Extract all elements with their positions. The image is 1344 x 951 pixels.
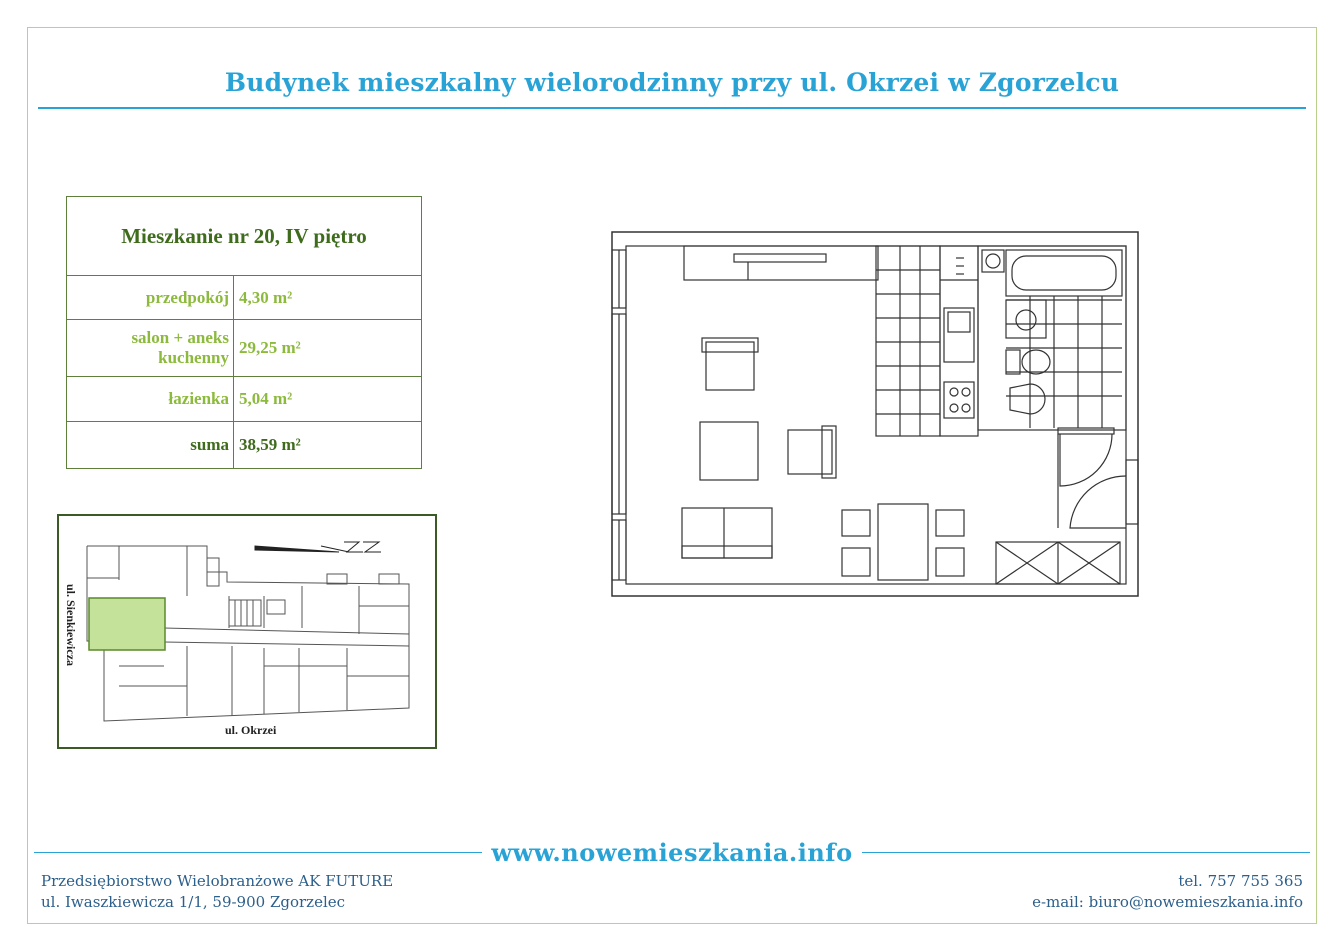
room-area: 4,30 m² [234, 276, 422, 320]
table-row [67, 422, 422, 469]
north-arrow-icon [255, 542, 381, 552]
page-title: Budynek mieszkalny wielorodzinny przy ul. Okrzei w Zgorzelcu [224, 68, 1120, 97]
email-address[interactable]: e-mail: biuro@nowemieszkania.info [1032, 893, 1303, 911]
room-name: przedpokój [67, 276, 234, 320]
highlighted-apartment [89, 598, 165, 650]
room-name: łazienka [67, 377, 234, 422]
company-address: ul. Iwaszkiewicza 1/1, 59-900 Zgorzelec [41, 893, 346, 911]
total-area: 38,59 m² [234, 422, 422, 469]
company-info [41, 871, 393, 913]
table-row [67, 320, 422, 377]
area-table [66, 196, 422, 469]
room-name-line1: salon + aneks [131, 328, 229, 347]
room-name [67, 320, 234, 377]
street-label-sienkiewicza: ul. Sienkiewicza [64, 584, 78, 667]
title-divider [38, 107, 1306, 109]
room-area: 5,04 m² [234, 377, 422, 422]
website-link[interactable]: www.nowemieszkania.info [491, 838, 853, 867]
key-plan [57, 514, 437, 749]
floor-plan-drawing [608, 228, 1143, 600]
footer-divider-right [862, 852, 1310, 853]
phone-number: tel. 757 755 365 [1178, 872, 1303, 890]
total-label: suma [67, 422, 234, 469]
floor-plan [608, 228, 1143, 604]
company-name: Przedsiębiorstwo Wielobranżowe AK FUTURE [41, 872, 394, 890]
key-plan-drawing [59, 516, 435, 747]
footer-divider-left [34, 852, 482, 853]
street-label-okrzei: ul. Okrzei [225, 723, 277, 737]
room-name-line2: kuchenny [158, 348, 229, 367]
table-row [67, 276, 422, 320]
apartment-title: Mieszkanie nr 20, IV piętro [67, 197, 422, 276]
room-area: 29,25 m² [234, 320, 422, 377]
contact-info [1032, 871, 1303, 913]
table-row [67, 377, 422, 422]
